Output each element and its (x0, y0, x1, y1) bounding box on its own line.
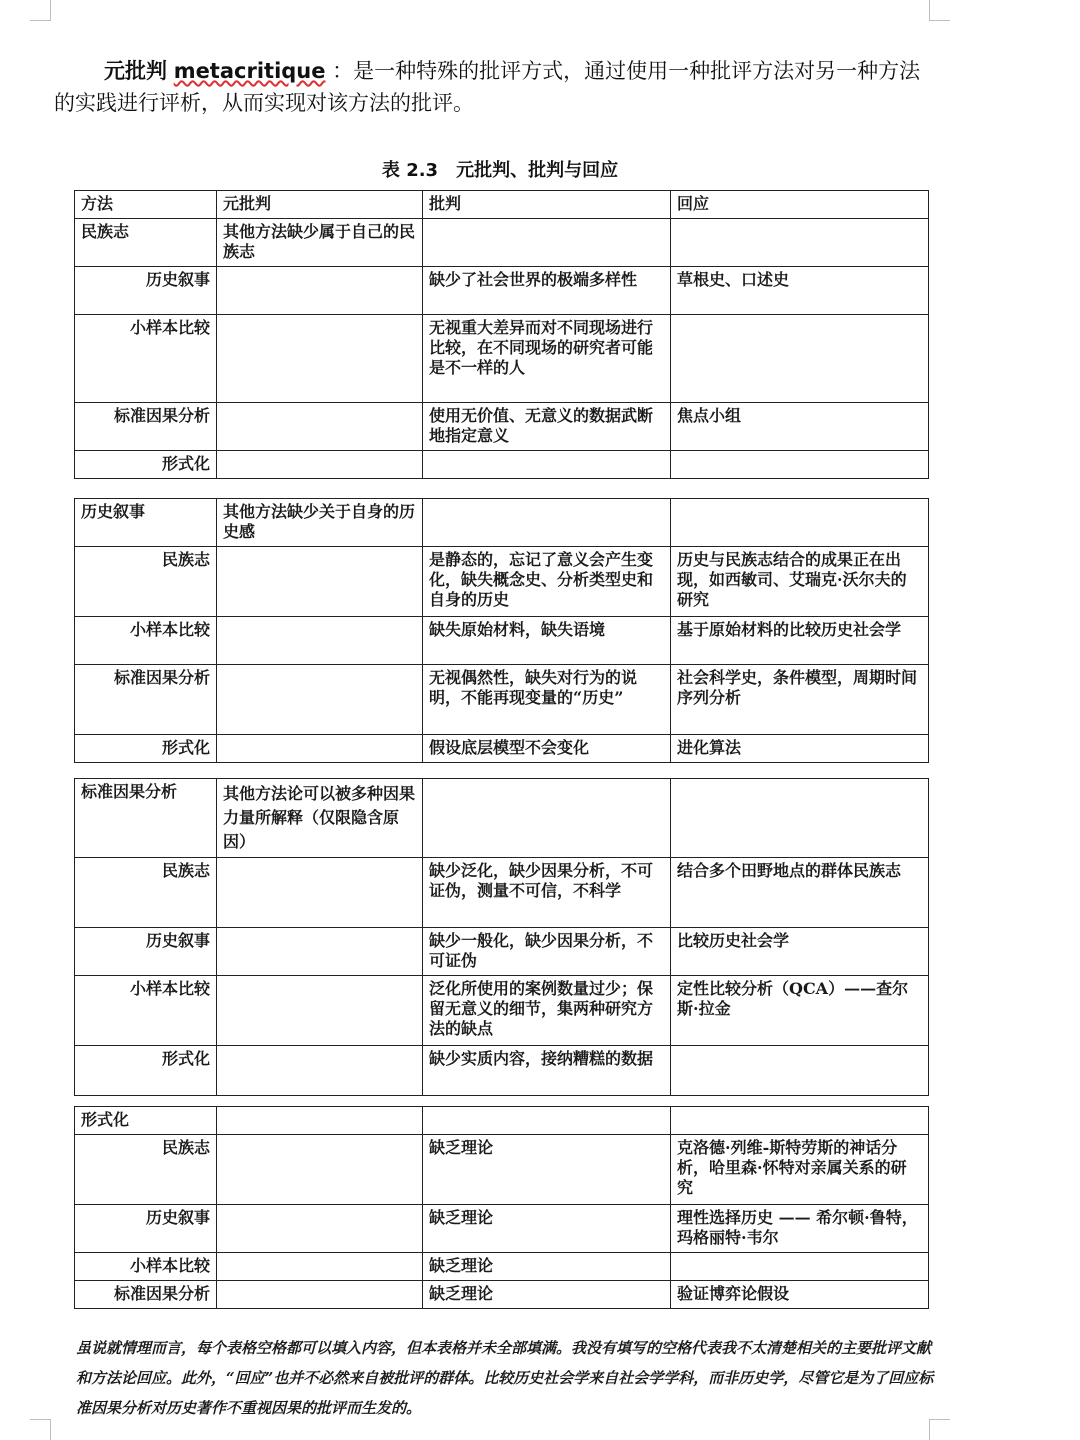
method-cell: 历史叙事 (75, 928, 217, 976)
meta-cell: 其他方法论可以被多种因果力量所解释（仅限隐含原因） (217, 779, 423, 858)
critique-cell: 无视偶然性，缺失对行为的说明，不能再现变量的“历史” (423, 665, 671, 735)
critique-cell: 缺少泛化，缺少因果分析，不可证伪，测量不可信，不科学 (423, 858, 671, 928)
table-block-causal-analysis (74, 778, 929, 1096)
response-cell: 基于原始材料的比较历史社会学 (671, 617, 929, 665)
table-row (75, 499, 929, 547)
table-row (75, 1253, 929, 1281)
table-row (75, 1135, 929, 1205)
table-row (75, 858, 929, 928)
table-row (75, 976, 929, 1046)
response-cell: 社会科学史，条件模型，周期时间序列分析 (671, 665, 929, 735)
response-cell (671, 779, 929, 858)
term-en: metacritique (173, 59, 326, 83)
response-cell: 验证博弈论假设 (671, 1281, 929, 1309)
meta-cell (217, 403, 423, 451)
critique-cell (423, 779, 671, 858)
table-row (75, 267, 929, 315)
meta-cell: 其他方法缺少关于自身的历史感 (217, 499, 423, 547)
meta-cell (217, 1046, 423, 1096)
method-cell: 民族志 (75, 858, 217, 928)
critique-cell (423, 451, 671, 479)
meta-cell (217, 665, 423, 735)
method-cell: 形式化 (75, 451, 217, 479)
header-critique: 批判 (423, 191, 671, 219)
response-cell (671, 1107, 929, 1135)
critique-cell: 泛化所使用的案例数量过少；保留无意义的细节，集两种研究方法的缺点 (423, 976, 671, 1046)
table-row (75, 665, 929, 735)
page-corner-mark (30, 1419, 51, 1440)
table-block-historical-narrative (74, 498, 929, 763)
table-row (75, 1205, 929, 1253)
term-zh: 元批判 (104, 59, 167, 83)
header-response: 回应 (671, 191, 929, 219)
method-cell: 标准因果分析 (75, 1281, 217, 1309)
method-cell: 形式化 (75, 1107, 217, 1135)
critique-cell: 无视重大差异而对不同现场进行比较，在不同现场的研究者可能是不一样的人 (423, 315, 671, 403)
critique-cell (423, 1107, 671, 1135)
method-cell: 形式化 (75, 1046, 217, 1096)
table-row (75, 928, 929, 976)
critique-cell: 假设底层模型不会变化 (423, 735, 671, 763)
response-cell: 草根史、口述史 (671, 267, 929, 315)
table-row (75, 315, 929, 403)
page-corner-mark (929, 0, 950, 21)
table-header-row (75, 191, 929, 219)
critique-cell: 缺少一般化，缺少因果分析，不可证伪 (423, 928, 671, 976)
table-title: 表 2.3 元批判、批判与回应 (381, 160, 619, 181)
meta-cell (217, 735, 423, 763)
critique-cell: 缺乏理论 (423, 1281, 671, 1309)
method-cell: 标准因果分析 (75, 403, 217, 451)
response-cell: 进化算法 (671, 735, 929, 763)
table-row (75, 1281, 929, 1309)
meta-cell (217, 1135, 423, 1205)
response-cell: 理性选择历史 —— 希尔顿·鲁特，玛格丽特·韦尔 (671, 1205, 929, 1253)
page-corner-mark (30, 0, 51, 21)
meta-cell (217, 315, 423, 403)
meta-cell (217, 1107, 423, 1135)
method-cell: 小样本比较 (75, 1253, 217, 1281)
meta-cell: 其他方法缺少属于自己的民族志 (217, 219, 423, 267)
critique-cell (423, 499, 671, 547)
table-row (75, 403, 929, 451)
table-row (75, 1107, 929, 1135)
meta-cell (217, 267, 423, 315)
response-cell: 历史与民族志结合的成果正在出现，如西敏司、艾瑞克·沃尔夫的研究 (671, 547, 929, 617)
method-cell: 小样本比较 (75, 315, 217, 403)
method-cell: 小样本比较 (75, 976, 217, 1046)
critique-cell: 使用无价值、无意义的数据武断地指定意义 (423, 403, 671, 451)
response-cell (671, 499, 929, 547)
critique-cell: 缺乏理论 (423, 1205, 671, 1253)
method-cell: 形式化 (75, 735, 217, 763)
meta-cell (217, 547, 423, 617)
table-row (75, 735, 929, 763)
method-cell: 民族志 (75, 1135, 217, 1205)
method-cell: 历史叙事 (75, 267, 217, 315)
meta-cell (217, 617, 423, 665)
meta-cell (217, 858, 423, 928)
meta-cell (217, 451, 423, 479)
table-row (75, 1046, 929, 1096)
response-cell: 结合多个田野地点的群体民族志 (671, 858, 929, 928)
method-cell: 民族志 (75, 547, 217, 617)
response-cell: 克洛德·列维-斯特劳斯的神话分析，哈里森·怀特对亲属关系的研究 (671, 1135, 929, 1205)
intro-paragraph (54, 55, 934, 119)
table-block-ethnography (74, 190, 929, 479)
critique-cell: 是静态的，忘记了意义会产生变化，缺失概念史、分析类型史和自身的历史 (423, 547, 671, 617)
critique-cell (423, 219, 671, 267)
header-meta: 元批判 (217, 191, 423, 219)
table-row (75, 617, 929, 665)
table-footnote: 虽说就情理而言，每个表格空格都可以填入内容，但本表格并未全部填满。我没有填写的空格代表我不太清楚相关的主要批评文献和方法论回应。此外，“回应”也并不必然来自被批评的群体。比较历史社会学来自社会学学科，而非历史学，尽管它是为了回应标准因果分析对历史著作不重视因果的批评而生发的。 (76, 1339, 934, 1417)
method-cell: 历史叙事 (75, 1205, 217, 1253)
response-cell (671, 1046, 929, 1096)
term-definition: ：是一种特殊的批评方式，通过使用一种批评方法对另一种方法的实践进行评析，从而实现对该方法的批评。 (54, 59, 921, 115)
response-cell: 焦点小组 (671, 403, 929, 451)
meta-cell (217, 1205, 423, 1253)
meta-cell (217, 1253, 423, 1281)
header-method: 方法 (75, 191, 217, 219)
method-cell: 民族志 (75, 219, 217, 267)
critique-cell: 缺乏理论 (423, 1253, 671, 1281)
critique-cell: 缺乏理论 (423, 1135, 671, 1205)
response-cell (671, 219, 929, 267)
meta-cell (217, 1281, 423, 1309)
response-cell (671, 315, 929, 403)
meta-cell (217, 928, 423, 976)
table-row (75, 779, 929, 858)
table-row (75, 547, 929, 617)
table-row (75, 451, 929, 479)
critique-cell: 缺失原始材料，缺失语境 (423, 617, 671, 665)
meta-cell (217, 976, 423, 1046)
table-block-formalization (74, 1106, 929, 1309)
response-cell (671, 451, 929, 479)
method-cell: 标准因果分析 (75, 779, 217, 858)
response-cell (671, 1253, 929, 1281)
response-cell: 比较历史社会学 (671, 928, 929, 976)
method-cell: 小样本比较 (75, 617, 217, 665)
table-row (75, 219, 929, 267)
response-cell: 定性比较分析（QCA）——查尔斯·拉金 (671, 976, 929, 1046)
method-cell: 标准因果分析 (75, 665, 217, 735)
method-cell: 历史叙事 (75, 499, 217, 547)
critique-cell: 缺少实质内容，接纳糟糕的数据 (423, 1046, 671, 1096)
critique-cell: 缺少了社会世界的极端多样性 (423, 267, 671, 315)
